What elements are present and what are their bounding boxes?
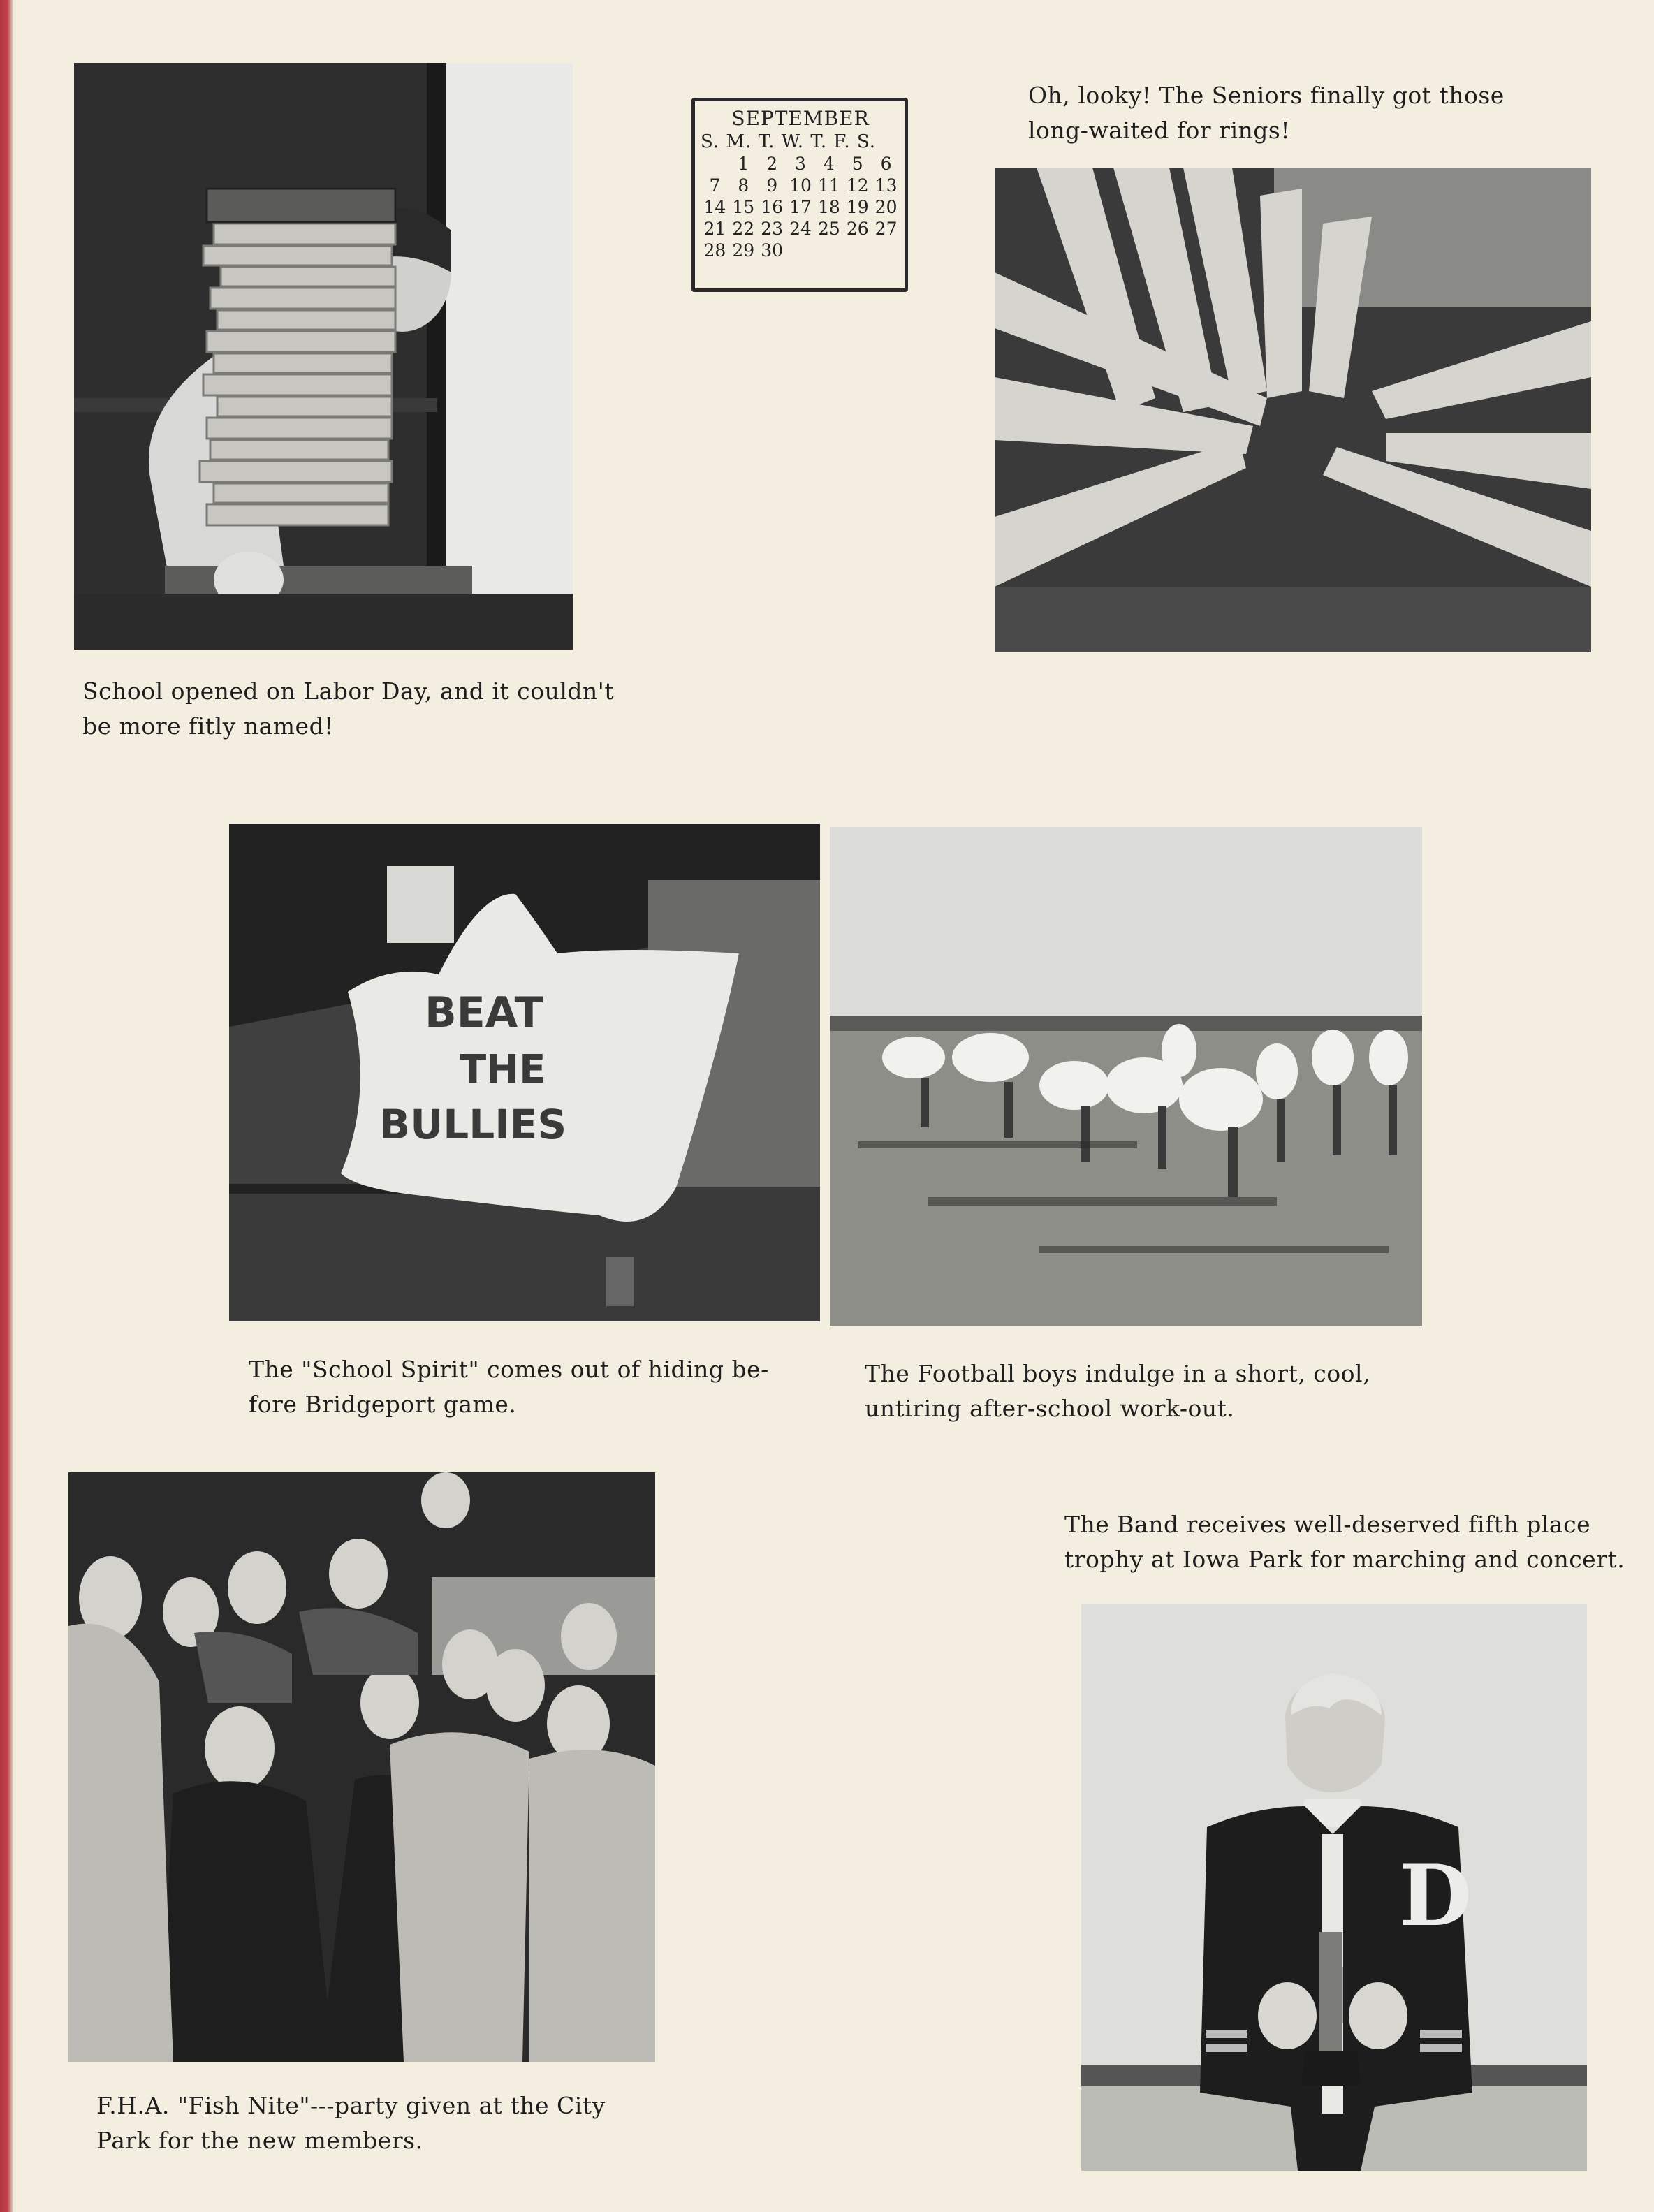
caption-rings: Oh, looky! The Seniors finally got those long-waited for rings!: [1028, 82, 1505, 144]
calendar-week: 28 29 30: [703, 240, 784, 261]
photo-books: [74, 63, 573, 650]
caption-fha: F.H.A. "Fish Nite"---party given at the City Park for the new members.: [96, 2092, 606, 2154]
calendar-week: 1 2 3 4 5 6: [738, 154, 892, 174]
caption-labor-day: School opened on Labor Day, and it couldn't be more fitly named!: [82, 677, 615, 740]
calendar-week: 14 15 16 17 18 19 20: [703, 197, 898, 217]
calendar-week: 7 8 9 10 11 12 13: [709, 175, 898, 196]
calendar-month: SEPTEMBER: [731, 107, 870, 130]
banner-word-beat: BEAT: [425, 988, 543, 1037]
photo-fha-group: [68, 1472, 655, 2062]
caption-band: The Band receives well-deserved fifth place trophy at Iowa Park for marching and concert.: [1064, 1511, 1625, 1573]
caption-school-spirit: The "School Spirit" comes out of hiding be- fore Bridgeport game.: [249, 1356, 769, 1418]
banner-word-the: THE: [460, 1047, 546, 1092]
photo-rings: [995, 168, 1591, 652]
caption-football: The Football boys indulge in a short, cool, untiring after-school work-out.: [865, 1360, 1371, 1422]
september-calendar: [691, 98, 908, 292]
calendar-weekday-header: S. M. T. W. T. F. S.: [701, 131, 877, 152]
page-edge: [0, 0, 13, 2212]
calendar-week: 21 22 23 24 25 26 27: [703, 219, 898, 239]
photo-band-trophy: [1081, 1604, 1587, 2171]
jacket-letter: D: [1399, 1847, 1472, 1945]
banner-word-bullies: BULLIES: [379, 1101, 567, 1148]
photo-school-spirit: [229, 824, 820, 1321]
photo-football: [830, 827, 1422, 1326]
